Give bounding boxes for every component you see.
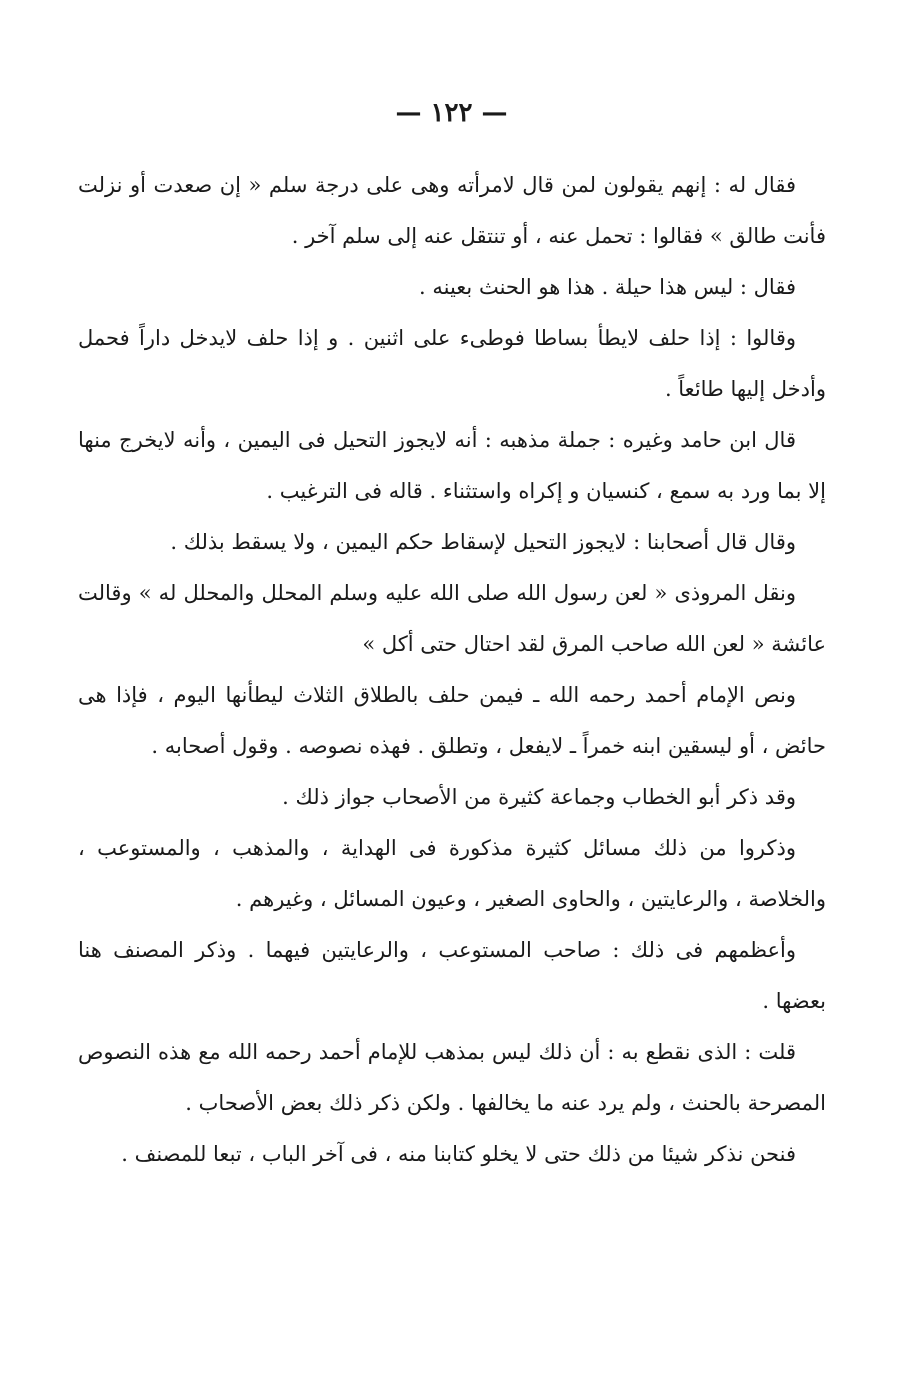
paragraph-3: وقالوا : إذا حلف لايطأ بساطا فوطىء على اثنين . و إذا حلف لايدخل داراً فحمل وأدخل إليها طائعاً . <box>78 326 826 401</box>
page-body <box>78 160 826 1180</box>
paragraph-12: فنحن نذكر شيئا من ذلك حتى لا يخلو كتابنا منه ، فى آخر الباب ، تبعا للمصنف . <box>121 1142 796 1166</box>
paragraph-7: ونص الإمام أحمد رحمه الله ـ فيمن حلف بالطلاق الثلاث ليطأنها اليوم ، فإذا هى حائض ، أو ليسقين ابنه خمراً ـ لايفعل ، وتطلق . فهذه نصوصه . وقول أصحابه . <box>78 683 826 758</box>
paragraph-2: فقال : ليس هذا حيلة . هذا هو الحنث بعينه . <box>419 275 796 299</box>
paragraph-6: ونقل المروذى « لعن رسول الله صلى الله عليه وسلم المحلل والمحلل له » وقالت عائشة « لعن الله صاحب المرق لقد احتال حتى أكل » <box>78 581 826 656</box>
paragraph-11: قلت : الذى نقطع به : أن ذلك ليس بمذهب للإمام أحمد رحمه الله مع هذه النصوص المصرحة بالحنث ، ولم يرد عنه ما يخالفها . ولكن ذكر ذلك بعض الأصحاب . <box>78 1040 826 1115</box>
paragraph-5: وقال قال أصحابنا : لايجوز التحيل لإسقاط حكم اليمين ، ولا يسقط بذلك . <box>170 530 796 554</box>
paragraph-9: وذكروا من ذلك مسائل كثيرة مذكورة فى الهداية ، والمذهب ، والمستوعب ، والخلاصة ، والرعايتين ، والحاوى الصغير ، وعيون المسائل ، وغيرهم . <box>78 836 826 911</box>
page-number: — ١٢٢ — <box>395 98 508 128</box>
paragraph-10: وأعظمهم فى ذلك : صاحب المستوعب ، والرعايتين فيهما . وذكر المصنف هنا بعضها . <box>78 938 826 1013</box>
paragraph-1: فقال له : إنهم يقولون لمن قال لامرأته وهى على درجة سلم « إن صعدت أو نزلت فأنت طالق » فقالوا : تحمل عنه ، أو تنتقل عنه إلى سلم آخر . <box>78 173 826 248</box>
paragraph-8: وقد ذكر أبو الخطاب وجماعة كثيرة من الأصحاب جواز ذلك . <box>282 785 796 809</box>
paragraph-4: قال ابن حامد وغيره : جملة مذهبه : أنه لايجوز التحيل فى اليمين ، وأنه لايخرج منها إلا بما ورد به سمع ، كنسيان و إكراه واستثناء . قاله فى الترغيب . <box>78 428 826 503</box>
